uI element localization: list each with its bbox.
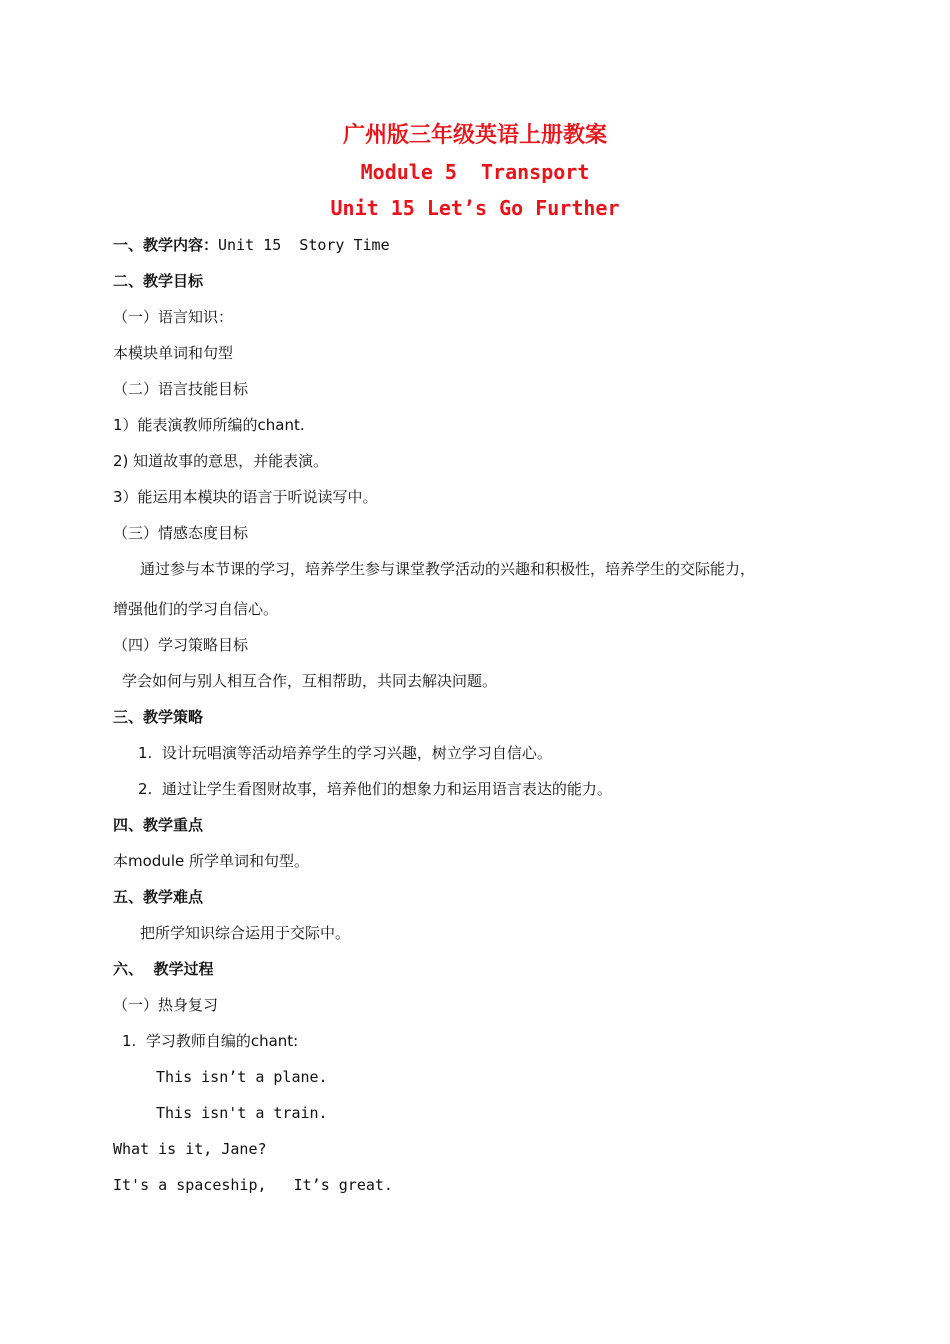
strategy-item-1: 1. 设计玩唱演等活动培养学生的学习兴趣，树立学习自信心。 (138, 744, 552, 762)
content-heading: 一、教学内容： (113, 236, 219, 254)
attitude-text-line-1: 通过参与本节课的学习，培养学生参与课堂教学活动的兴趣和积极性，培养学生的交际能力， (140, 560, 756, 578)
skill-item-2: 2) 知道故事的意思，并能表演。 (113, 452, 329, 470)
chant-line-4: It's a spaceship, It’s great. (113, 1176, 393, 1194)
process-heading: 六、 教学过程 (113, 960, 214, 978)
strategy-text: 学会如何与别人相互合作，互相帮助，共同去解决问题。 (122, 672, 498, 690)
chant-line-2: This isn't a train. (156, 1104, 328, 1122)
module-title: Module 5 Transport (360, 160, 590, 184)
chant-line-1: This isn’t a plane. (156, 1068, 328, 1086)
skill-item-3: 3）能运用本模块的语言于听说读写中。 (113, 488, 378, 506)
content-value: Unit 15 Story Time (218, 236, 390, 254)
process-item-1: 1. 学习教师自编的chant: (122, 1032, 299, 1050)
objectives-heading: 二、教学目标 (113, 272, 204, 290)
skill-item-1: 1）能表演教师所编的chant. (113, 416, 305, 434)
content-line (113, 235, 390, 255)
unit-title: Unit 15 Let’s Go Further (330, 196, 620, 220)
knowledge-text: 本模块单词和句型 (113, 344, 234, 362)
difficulties-heading: 五、教学难点 (113, 888, 204, 906)
key-points-text: 本module 所学单词和句型。 (113, 852, 309, 870)
document-title: 广州版三年级英语上册教案 (342, 123, 607, 148)
warmup-label: （一）热身复习 (113, 996, 219, 1014)
attitude-text-line-2: 增强他们的学习自信心。 (113, 600, 279, 618)
document-title-block (0, 118, 950, 226)
difficulties-text: 把所学知识综合运用于交际中。 (140, 924, 351, 942)
chant-line-3: What is it, Jane? (113, 1140, 267, 1158)
strategy-label: （四）学习策略目标 (113, 636, 249, 654)
strategies-heading: 三、教学策略 (113, 708, 204, 726)
strategy-item-2: 2. 通过让学生看图财故事，培养他们的想象力和运用语言表达的能力。 (138, 780, 612, 798)
skills-label: （二）语言技能目标 (113, 380, 249, 398)
knowledge-label: （一）语言知识： (113, 308, 234, 326)
attitude-label: （三）情感态度目标 (113, 524, 249, 542)
key-points-heading: 四、教学重点 (113, 816, 204, 834)
